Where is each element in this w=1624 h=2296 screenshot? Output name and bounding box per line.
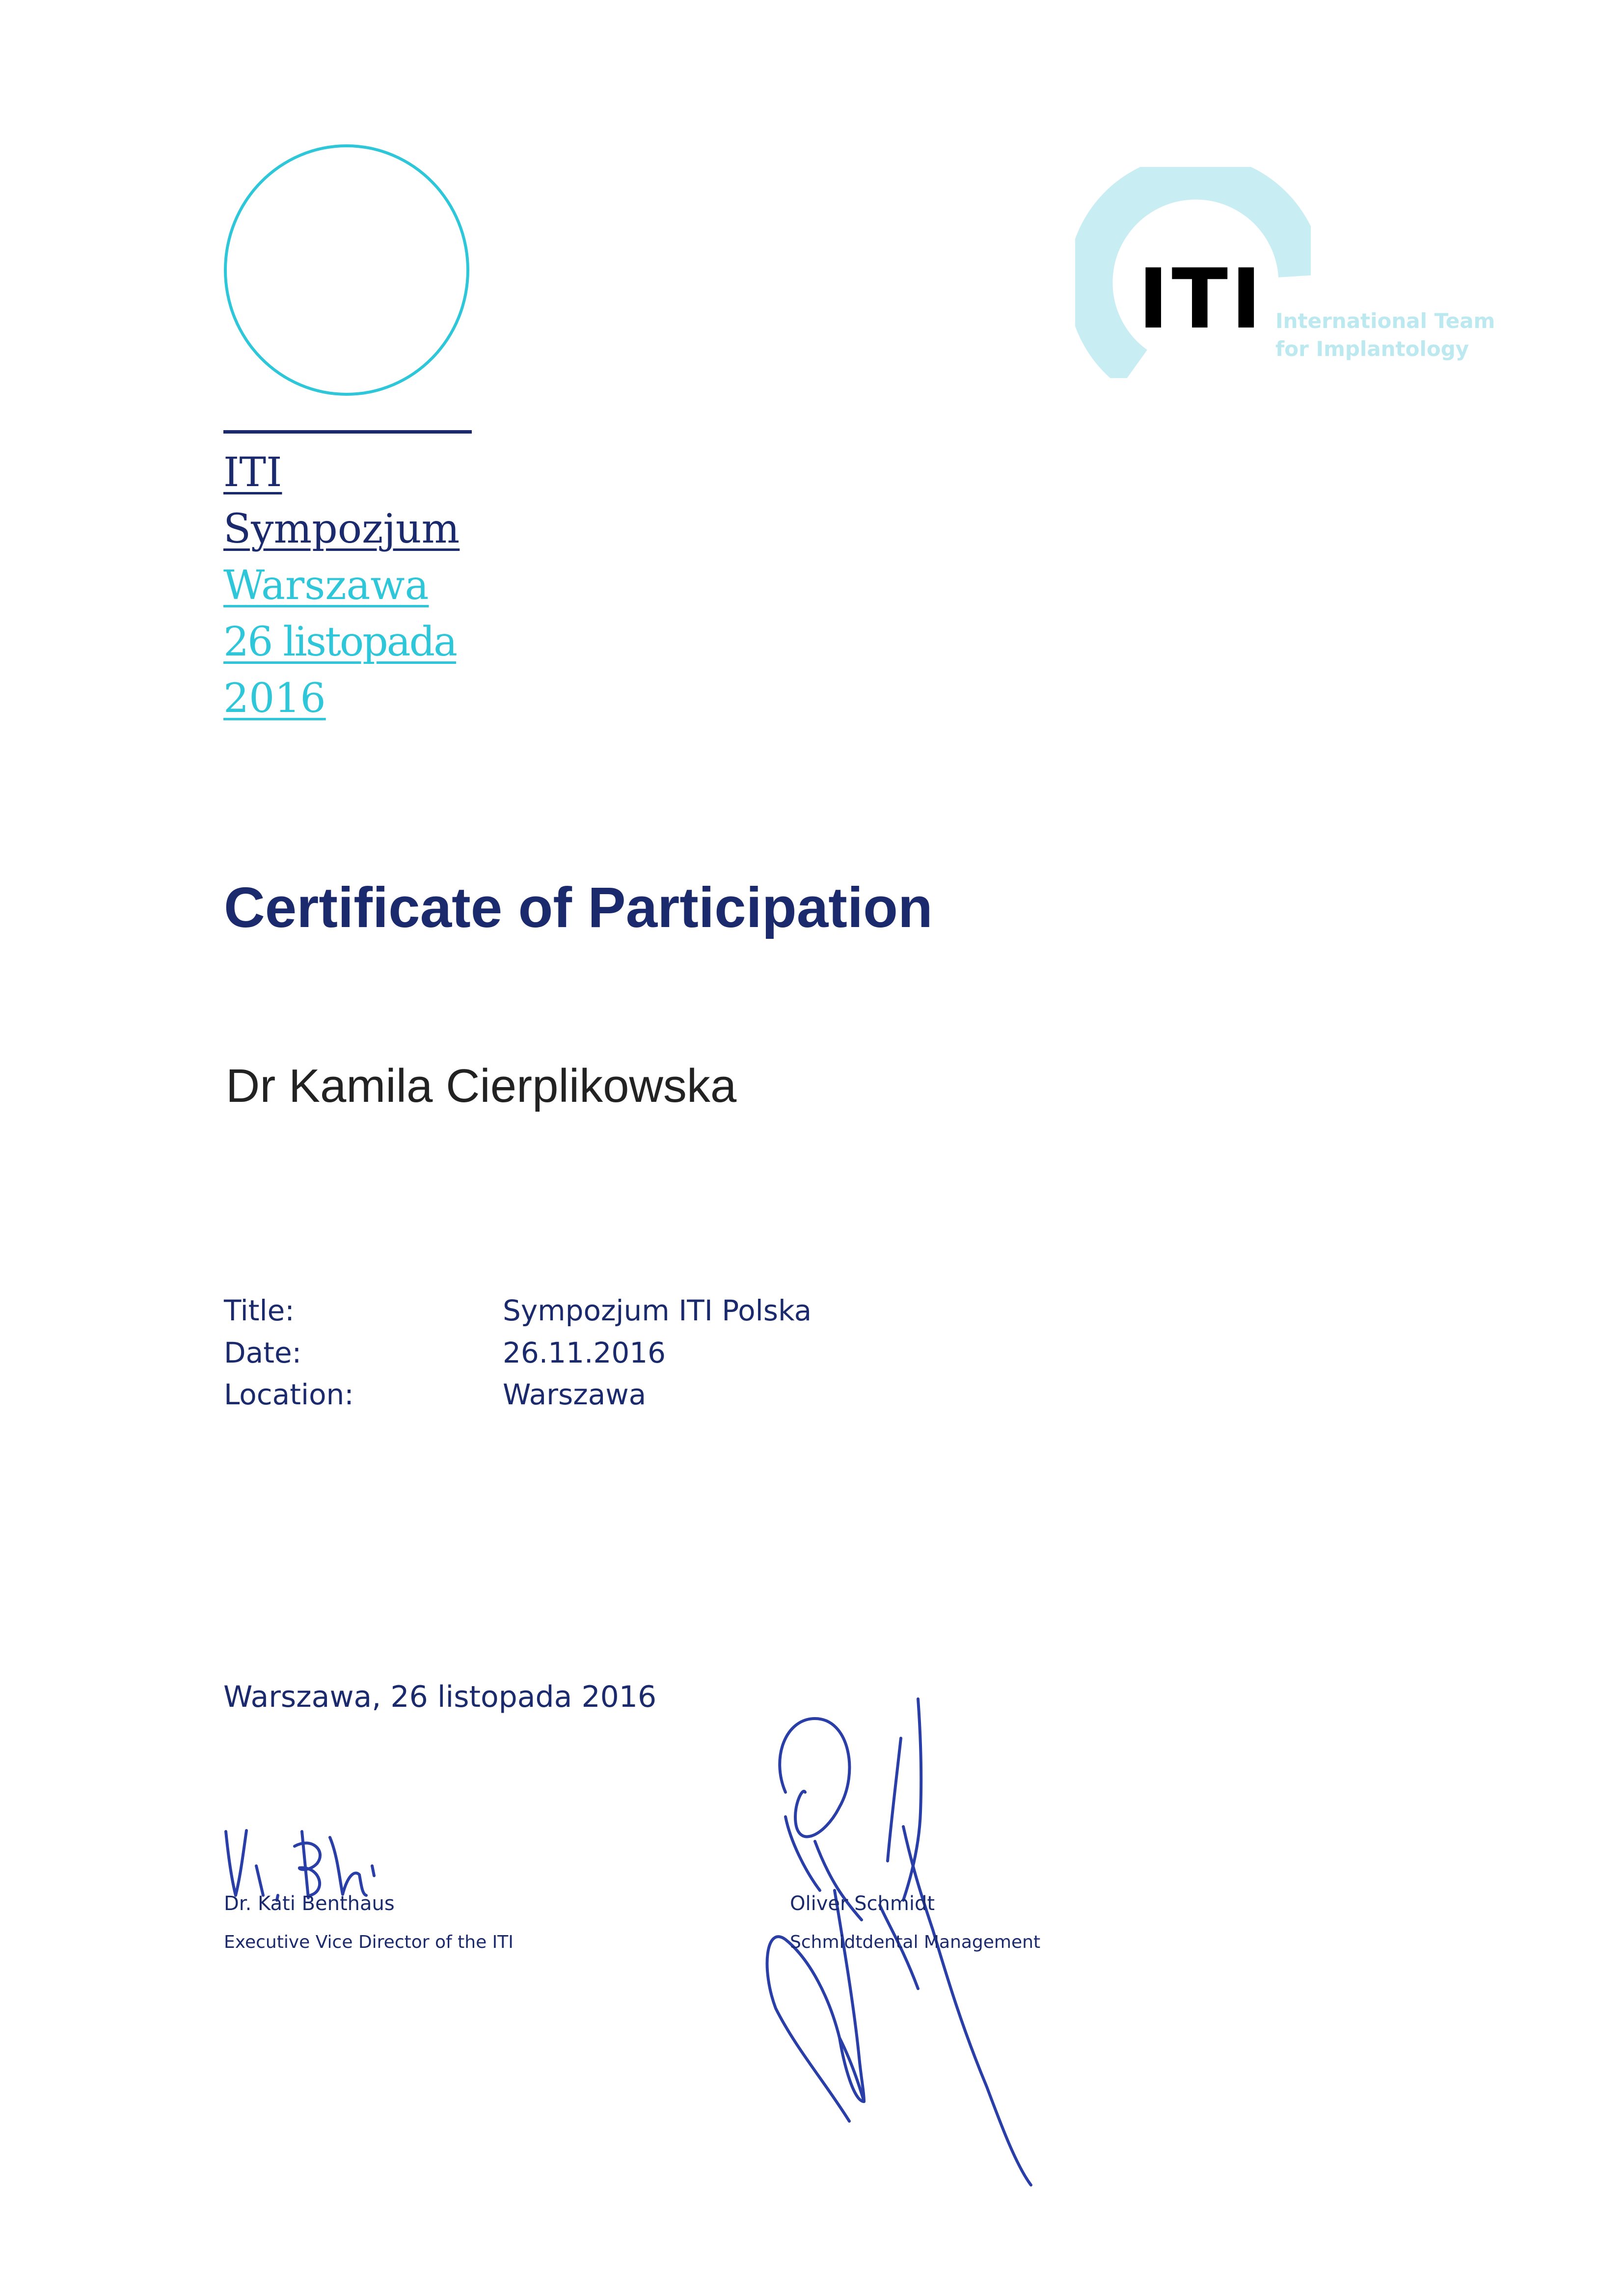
symposium-line-city: Warszawa bbox=[223, 562, 429, 609]
recipient-name: Dr Kamila Cierplikowska bbox=[226, 1060, 737, 1112]
symposium-circle bbox=[224, 144, 469, 396]
location-value: Warszawa bbox=[503, 1378, 647, 1411]
signer-2-name: Oliver Schmidt bbox=[790, 1892, 935, 1915]
symposium-line-date: 26 listopada bbox=[223, 619, 457, 665]
symposium-line-year: 2016 bbox=[223, 675, 326, 722]
location-label: Location: bbox=[224, 1378, 354, 1411]
date-value: 26.11.2016 bbox=[503, 1336, 666, 1369]
symposium-line-sympozjum: Sympozjum bbox=[223, 506, 460, 552]
issue-place-date: Warszawa, 26 listopada 2016 bbox=[223, 1680, 657, 1714]
symposium-rule bbox=[223, 430, 472, 434]
iti-logo-tagline-1: International Team bbox=[1275, 309, 1495, 333]
iti-logo-tagline-2: for Implantology bbox=[1275, 337, 1469, 361]
signature-1-icon bbox=[216, 1817, 412, 1905]
signer-1-role: Executive Vice Director of the ITI bbox=[224, 1932, 514, 1952]
iti-logo-mark: ITI bbox=[1138, 251, 1265, 347]
date-label: Date: bbox=[224, 1336, 302, 1369]
title-label: Title: bbox=[224, 1294, 295, 1327]
signer-2-role: Schmidtdental Management bbox=[790, 1932, 1041, 1952]
symposium-line-iti: ITI bbox=[223, 449, 282, 496]
signer-1-name: Dr. Kati Benthaus bbox=[224, 1892, 395, 1915]
certificate-title: Certificate of Participation bbox=[224, 875, 933, 939]
title-value: Sympozjum ITI Polska bbox=[503, 1294, 812, 1327]
